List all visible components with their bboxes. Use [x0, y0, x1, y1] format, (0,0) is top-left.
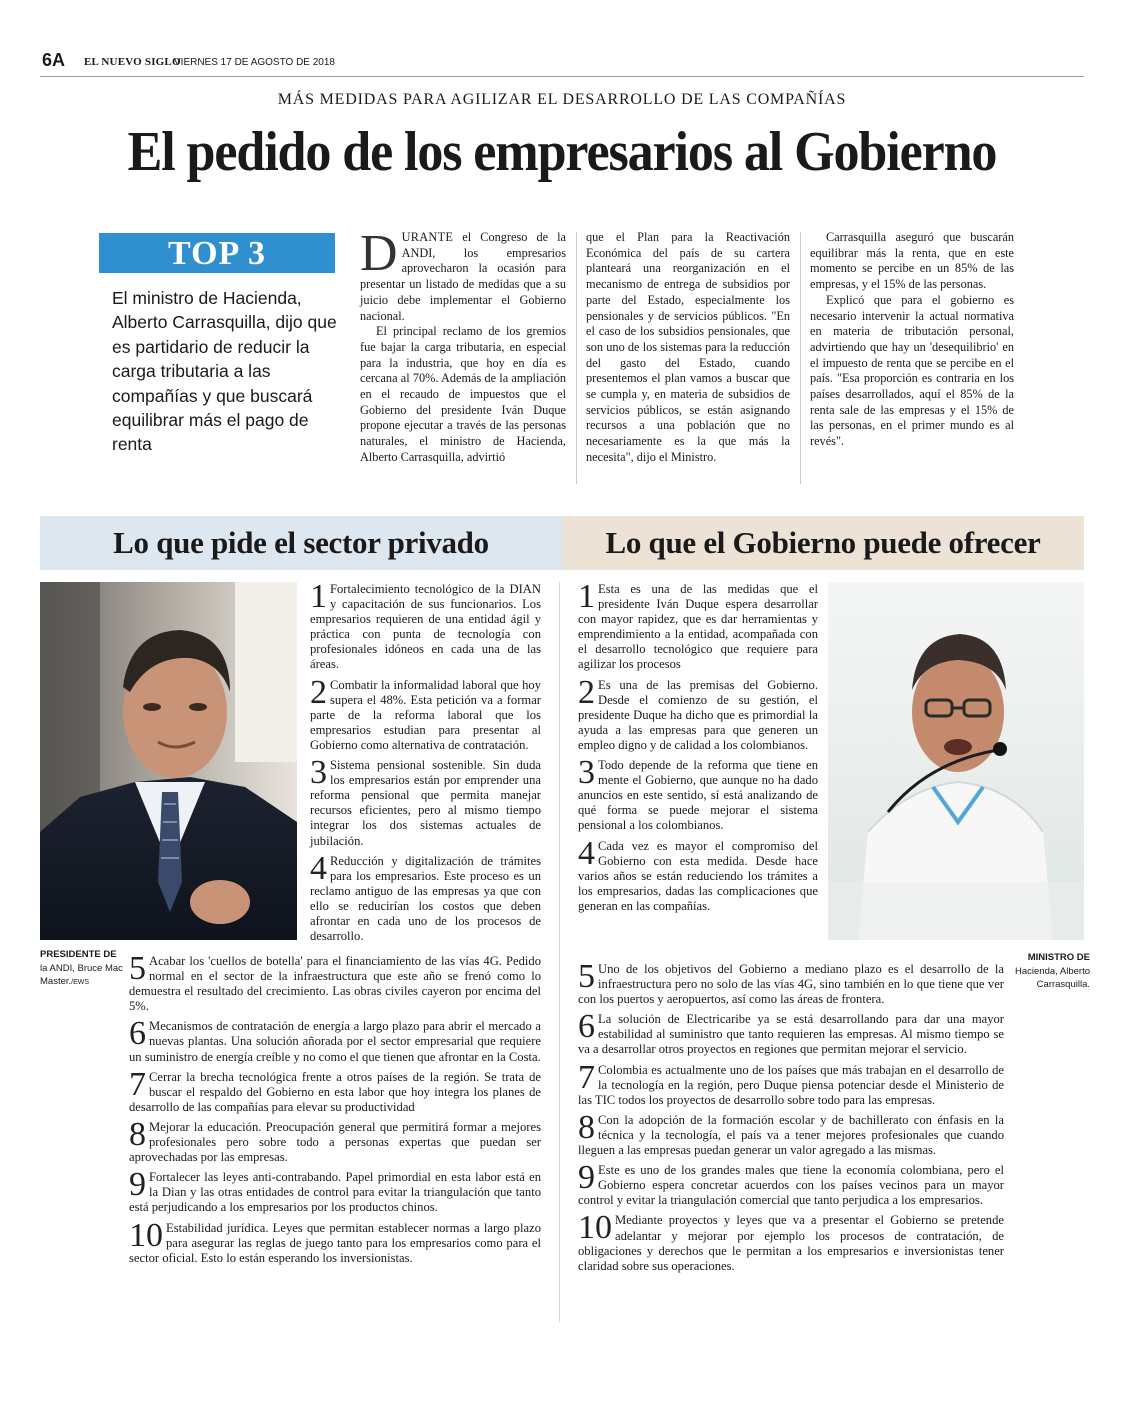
- top3-banner: TOP 3: [99, 233, 335, 273]
- left-section-title: Lo que pide el sector privado: [113, 525, 489, 560]
- header-rule: [40, 76, 1084, 77]
- item-text: Sistema pensional sostenible. Sin duda los empresarios están por emprender una reforma pensional que permita manejar recursos eficientes, pero al mismo tiempo integrar los dos sistemas actuales de jubilación.: [310, 758, 541, 848]
- item-text: Fortalecer las leyes anti-contrabando. Papel primordial en esta labor está en la Dian y las otras entidades de control para evitar la triangulación que tanto está perjudicando a los empresarios por los productos chinos.: [129, 1170, 541, 1215]
- intro-paragraph: Explicó que para el gobierno es necesario intervenir la actual normativa en materia de tributación personal, advirtiendo que hay un 'desequilibrio' en el impuesto de renta que se percibe en el país. "Esa proporción es contraria en los países desarrollados, aquí el 85% de la renta sale de las empresas y el 15% de las personas, en el primer mundo es al revés".: [810, 292, 1014, 449]
- list-item: [129, 1216, 541, 1266]
- center-column-rule: [559, 582, 560, 1322]
- list-item: [310, 849, 541, 945]
- right-items-upper: [578, 578, 818, 919]
- list-item: [578, 1159, 1004, 1208]
- item-text: La solución de Electricaribe ya se está desarrollando para dar una mayor estabilidad al suministro que tanto requieren las empresas. Al mismo tiempo se va a desarrollar otros proyectos en regiones que permitan mejorar el servicio.: [578, 1012, 1004, 1057]
- item-number: 4: [310, 849, 327, 887]
- item-number: 1: [578, 578, 595, 615]
- intro-column-3: [810, 230, 1014, 450]
- item-number: 8: [578, 1108, 595, 1146]
- item-text: Uno de los objetivos del Gobierno a mediano plazo es el desarrollo de la infraestructura pero no solo de las vías 4G, sino también en lo que tiene que ver con los puertos y aeropuertos, así como las áreas de frontera.: [578, 962, 1004, 1007]
- intro-paragraph: [360, 225, 566, 324]
- intro-paragraph: que el Plan para la Reactivación Económica del país de su cartera planteará una reorganización en el mecanismo de entrega de subsidios por parte del Estado, especialmente los pensionales y de servicios públicos. "En el caso de los subsidios pensionales, que son uno de los sistemas para la reducción del gasto del Estado, cuando presentemos el plan vamos a buscar que se cumpla y, en materia de subsidios de servicios públicos, se están asignando recursos a una población que no necesariamente es la que más la necesita", dijo el Ministro.: [586, 230, 790, 464]
- item-text: Es una de las premisas del Gobierno. Desde el comienzo de su gestión, el presidente Duque ha dicho que es primordial la ayuda a las empresas para que generen un empleo digno y de calidad a los colombianos.: [578, 677, 818, 752]
- list-item: [129, 1166, 541, 1215]
- item-text: Acabar los 'cuellos de botella' para el financiamiento de las vías 4G. Pedido normal en el sector de la infraestructura que este año se frenó como lo demuestra el resultado del crecimiento. Las obras civiles cayeron por encima del 5%.: [129, 954, 541, 1014]
- item-text: Esta es una de las medidas que el presidente Iván Duque espera desarrollar con mayor rapidez, que es dar herramientas y emprendimiento a la entidad, acompañada con el desarrollo tecnológico que requiere para agilizar los procesos: [578, 582, 818, 672]
- list-item: [578, 673, 818, 753]
- item-text: Mediante proyectos y leyes que va a presentar el Gobierno se pretende adelantar y mejorar por ejemplo los procesos de contratación, de obligaciones y derechos que le permitan a los empresarios e inversionistas tener claridad sobre sus operaciones.: [578, 1213, 1004, 1273]
- item-number: 5: [129, 950, 146, 987]
- left-items-lower: [129, 950, 541, 1271]
- list-item: [578, 1058, 1004, 1108]
- item-number: 8: [129, 1115, 146, 1153]
- list-item: [129, 950, 541, 1014]
- publication-date: VIERNES 17 DE AGOSTO DE 2018: [174, 57, 335, 68]
- item-number: 9: [129, 1166, 146, 1204]
- item-text: Cerrar la brecha tecnológica frente a otros países de la región. Se trata de buscar el respaldo del Gobierno en esta labor que hoy integra los planes de desarrollo de las compañías para elevar su productividad: [129, 1069, 541, 1114]
- item-text: Todo depende de la reforma que tiene en mente el Gobierno, que aunque no ha dado anuncios en este sentido, sí está analizando de qué forma se puede mejorar el sistema pensional a los colombianos.: [578, 758, 818, 833]
- item-text: Reducción y digitalización de trámites para los empresarios. Este proceso es un reclamo antiguo de las empresas ya que con ello se reducirían los costos que deben afrontar en cada uno de los procesos de desarrollo.: [310, 853, 541, 944]
- item-text: Colombia es actualmente uno de los países que más trabajan en el desarrollo de la tecnología en la región, pero Duque piensa potenciar desde el Ministerio de las TIC todos los proyectos de desarrollo sobre todo para las empresas.: [578, 1062, 1004, 1107]
- list-item: [578, 1008, 1004, 1057]
- item-text: Mecanismos de contratación de energía a largo plazo para abrir el mercado a nuevas plantas. Una solución añorada por el sector empresarial que requiere un suministro de energía creíble y no como el que tienen que afrontar en la Costa.: [129, 1019, 541, 1064]
- intro-paragraph: Carrasquilla aseguró que buscarán equilibrar más la renta, que en este momento se percibe en un 85% de las empresas, y el 15% de las personas.: [810, 230, 1014, 292]
- right-items-lower: [578, 958, 1004, 1279]
- caption-bold: MINISTRO DE: [1027, 952, 1090, 963]
- list-item: [578, 1108, 1004, 1158]
- item-number: 1: [310, 578, 327, 615]
- item-text: Este es uno de los grandes males que tiene la economía colombiana, pero el Gobierno espera concretar acuerdos con los países vecinos para un mayor control y evitar la triangulación comercial que tanto perjudica a los empresarios.: [578, 1163, 1004, 1208]
- intro-paragraph: El principal reclamo de los gremios fue bajar la carga tributaria, en especial para la industria, que hoy en día es cercana al 70%. Además de la ampliación en el recaudo de impuestos que el Gobierno del presidente Iván Duque propone ejecutar a través de las personas naturales, el ministro de Hacienda, Alberto Carrasquilla, advirtió: [360, 324, 566, 464]
- item-number: 4: [578, 834, 595, 872]
- top3-text: El ministro de Hacienda, Alberto Carrasquilla, dijo que es partidario de reducir la carga tributaria a las compañías y que buscará equilibrar más el pago de renta: [112, 288, 337, 455]
- list-item: [310, 673, 541, 753]
- list-item: [578, 1209, 1004, 1273]
- list-item: [578, 754, 818, 833]
- right-section-title: Lo que el Gobierno puede ofrecer: [605, 525, 1041, 560]
- list-item: [310, 578, 541, 673]
- intro-column-1: [360, 225, 566, 466]
- item-text: Combatir la informalidad laboral que hoy supera el 48%. Esta petición va a formar parte de la reforma laboral que los empresarios estudian para presentar al Gobierno como alternativa de contratación.: [310, 677, 541, 752]
- article-headline: El pedido de los empresarios al Gobierno: [127, 121, 997, 183]
- item-number: 3: [310, 754, 327, 792]
- item-text: Mejorar la educación. Preocupación general que permitirá formar a mejores profesionales pero sobre todo a personas expertas que puedan ser aprovechadas por las empresas.: [129, 1119, 541, 1165]
- photo-alberto-carrasquilla: [828, 582, 1084, 940]
- item-number: 7: [129, 1065, 146, 1103]
- intro-text: el Congreso de la ANDI, los empresarios aprovecharon la ocasión para presentar un listado de medidas que a su juicio debe implementar el Gobierno nacional.: [360, 230, 566, 323]
- list-item: [578, 834, 818, 914]
- item-number: 9: [578, 1159, 595, 1197]
- item-text: Fortalecimiento tecnológico de la DIAN y capacitación de sus funcionarios. Los empresarios requieren de una entidad ágil y práctica con punta de tecnología con profesionales idóneos en cada una de las áreas.: [310, 582, 541, 672]
- item-number: 2: [578, 673, 595, 711]
- column-rule: [800, 232, 801, 484]
- column-rule: [576, 232, 577, 484]
- page-number: 6A: [42, 50, 66, 70]
- photo-caption-left: [40, 948, 126, 990]
- lead-smallcaps: URANTE: [401, 230, 454, 244]
- item-number: 3: [578, 754, 595, 792]
- publication-name: EL NUEVO SIGLO: [84, 56, 181, 68]
- item-number: 6: [129, 1015, 146, 1053]
- item-text: Cada vez es mayor el compromiso del Gobierno con esta medida. Desde hace varios años se están reduciendo los trámites a los empresarios, dadas las complicaciones que generan en las compañías.: [578, 838, 818, 913]
- list-item: [129, 1065, 541, 1115]
- item-number: 7: [578, 1058, 595, 1096]
- caption-text: la ANDI, Bruce Mac Master.: [40, 962, 123, 987]
- item-number: 5: [578, 958, 595, 995]
- item-number: 2: [310, 673, 327, 711]
- list-item: [310, 754, 541, 849]
- caption-credit: /EWS: [71, 979, 90, 986]
- list-item: [578, 958, 1004, 1007]
- item-number: 10: [578, 1209, 612, 1247]
- photo-bruce-mac-master: [40, 582, 297, 940]
- list-item: [129, 1015, 541, 1064]
- article-kicker: MÁS MEDIDAS PARA AGILIZAR EL DESARROLLO DE LAS COMPAÑÍAS: [277, 91, 847, 108]
- item-number: 6: [578, 1008, 595, 1046]
- item-number: 10: [129, 1216, 163, 1254]
- item-text: Estabilidad jurídica. Leyes que permitan establecer normas a largo plazo para asegurar las reglas de juego tanto para los empresarios como para el sector oficial. Esto lo están esperando los inversionistas.: [129, 1220, 541, 1265]
- intro-column-2: [586, 230, 790, 466]
- list-item: [578, 578, 818, 673]
- drop-cap: D: [360, 225, 398, 282]
- list-item: [129, 1115, 541, 1165]
- photo-caption-right: [1000, 951, 1090, 992]
- left-items-upper: [310, 578, 541, 949]
- caption-text: Hacienda, Alberto Carrasquilla.: [1015, 965, 1090, 990]
- item-text: Con la adopción de la formación escolar y de bachillerato con énfasis en la técnica y la tecnología, el país va a tener mejores profesionales que cuando lleguen a las empresas puedan generar un valor agregado a las mismas.: [578, 1112, 1004, 1158]
- caption-bold: PRESIDENTE DE: [40, 949, 117, 960]
